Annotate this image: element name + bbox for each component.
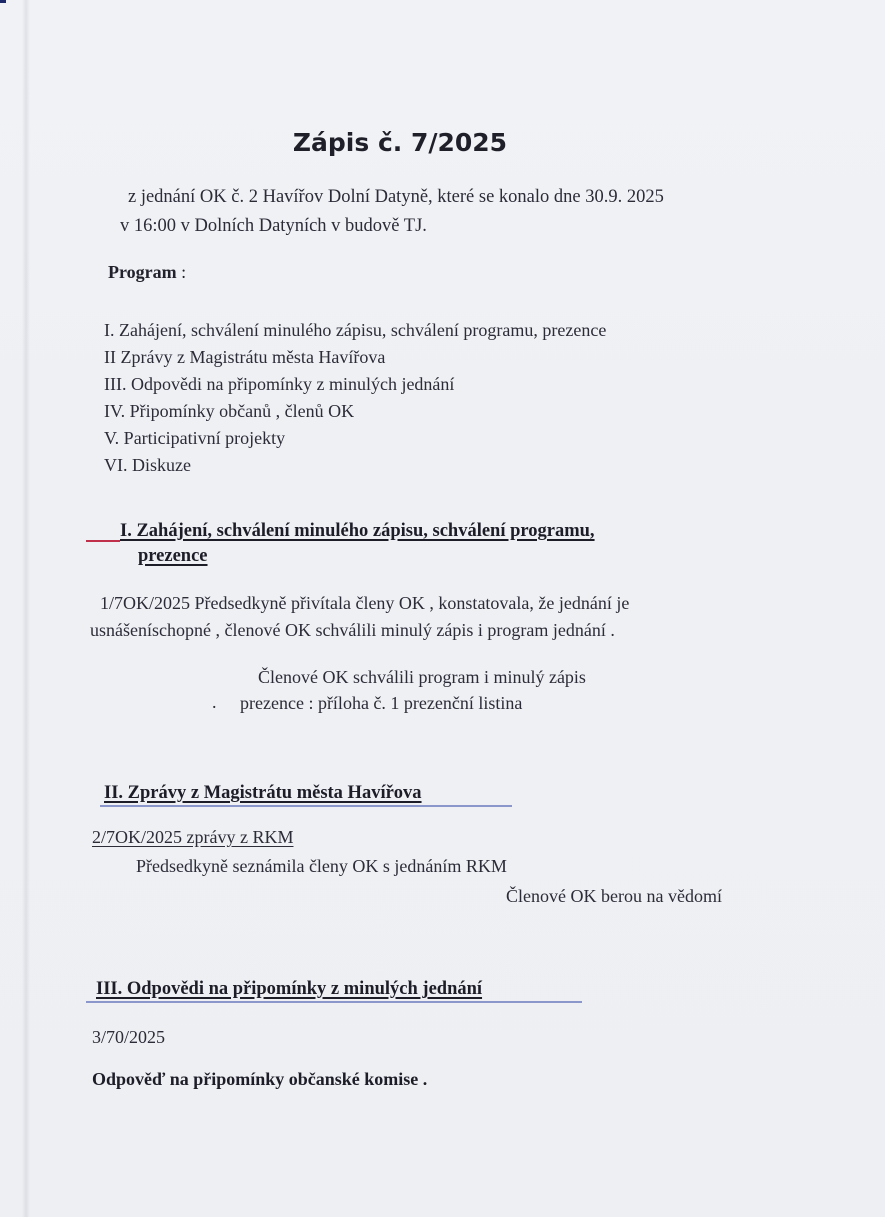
agenda-list: [104, 317, 606, 479]
section3-bold-line: Odpověď na připomínky občanské komise .: [92, 1069, 428, 1089]
agenda-item: IV. Připomínky občanů , členů OK: [104, 401, 355, 421]
scan-corner-mark: [0, 0, 6, 3]
program-colon: :: [176, 262, 187, 282]
paper-fold-shadow: [22, 0, 30, 1217]
section1-paragraph-line2: usnášeníschopné , členové OK schválili minulý zápis i program jednání .: [90, 620, 615, 640]
section3-accent-underline: [86, 1001, 582, 1003]
section2-reference: 2/7OK/2025 zprávy z RKM: [92, 827, 294, 847]
intro-line-2: v 16:00 v Dolních Datyních v budově TJ.: [120, 216, 427, 236]
section2-heading: II. Zprávy z Magistrátu města Havířova: [104, 783, 422, 803]
section1-result-dot: .: [212, 692, 217, 712]
section1-heading-line2: prezence: [138, 546, 208, 566]
program-label: [108, 262, 186, 283]
section2-accent-underline: [100, 805, 512, 807]
section3-reference: 3/70/2025: [92, 1027, 166, 1047]
program-label-text: Program: [108, 262, 177, 282]
section2-paragraph: Předsedkyně seznámila členy OK s jednáním RKM: [136, 856, 507, 876]
agenda-item: VI. Diskuze: [104, 455, 191, 475]
intro-line-1: z jednání OK č. 2 Havířov Dolní Datyně, které se konalo dne 30.9. 2025: [128, 187, 664, 207]
agenda-item: V. Participativní projekty: [104, 428, 286, 448]
section1-accent-underline: [86, 540, 120, 542]
section3-heading: III. Odpovědi na připomínky z minulých jednání: [96, 979, 483, 999]
document-title: Zápis č. 7/2025: [292, 128, 508, 157]
section2-result: Členové OK berou na vědomí: [506, 886, 722, 906]
section1-paragraph-line1: 1/7OK/2025 Předsedkyně přivítala členy OK , konstatovala, že jednání je: [100, 593, 630, 613]
section1-result-line1: Členové OK schválili program i minulý zápis: [258, 667, 586, 687]
agenda-item: II Zprávy z Magistrátu města Havířova: [104, 347, 386, 367]
agenda-item: III. Odpovědi na připomínky z minulých jednání: [104, 374, 455, 394]
section1-heading-line1: I. Zahájení, schválení minulého zápisu, schválení programu,: [120, 521, 595, 541]
agenda-item: I. Zahájení, schválení minulého zápisu, schválení programu, prezence: [104, 320, 607, 340]
section1-result-line2: prezence : příloha č. 1 prezenční listina: [240, 693, 523, 713]
